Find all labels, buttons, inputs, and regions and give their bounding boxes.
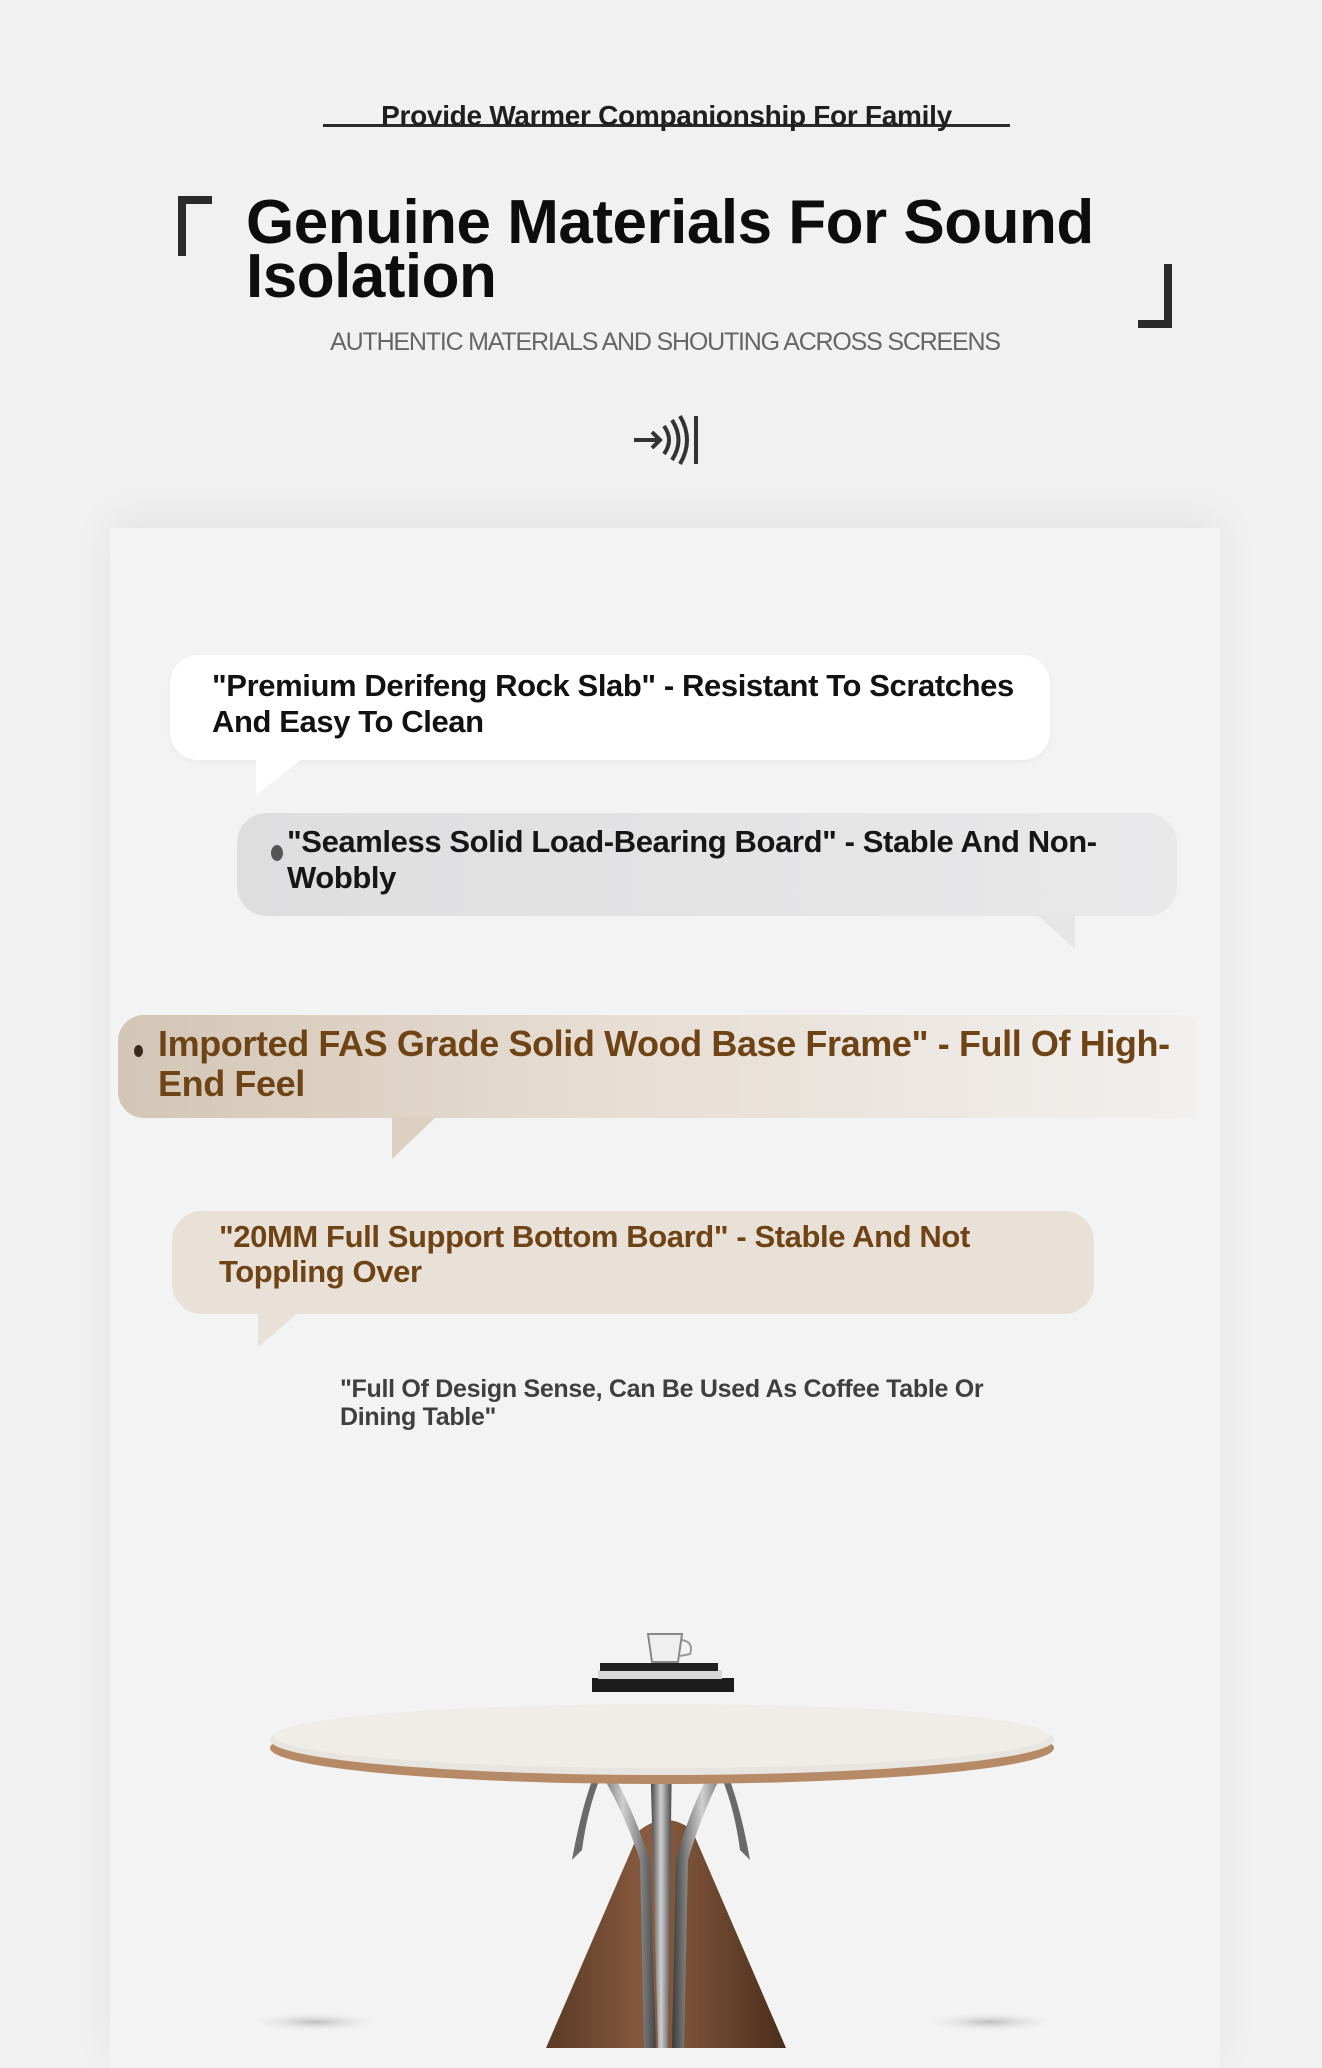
- page-tagline: AUTHENTIC MATERIALS AND SHOUTING ACROSS SCREENS: [330, 328, 1000, 356]
- bubble-tail: [1037, 915, 1075, 949]
- bubble-tail: [392, 1117, 436, 1159]
- feature-bubble-load-bearing-board: [237, 813, 1177, 916]
- bracket-bottom-right-decoration: [1138, 264, 1172, 328]
- page-subtitle: Provide Warmer Companionship For Family: [381, 100, 952, 131]
- bubble-tail: [258, 1313, 298, 1347]
- feature-text: "Seamless Solid Load-Bearing Board" - Stable And Non-Wobbly: [287, 824, 1097, 895]
- feature-bubble-rock-slab: [170, 655, 1050, 760]
- feature-text: "20MM Full Support Bottom Board" - Stable And Not Toppling Over: [219, 1219, 970, 1289]
- round-table-image: [0, 1560, 1322, 2048]
- feature-text: "Premium Derifeng Rock Slab" - Resistant To Scratches And Easy To Clean: [212, 668, 1014, 739]
- bracket-top-left-decoration: [178, 196, 212, 256]
- feature-bubble-wood-base-frame: [118, 1015, 1198, 1118]
- design-note: "Full Of Design Sense, Can Be Used As Coffee Table Or Dining Table": [340, 1375, 984, 1431]
- feature-text: Imported FAS Grade Solid Wood Base Frame" - Full Of High-End Feel: [158, 1023, 1170, 1104]
- sound-waves-arrow-icon: [630, 412, 702, 468]
- quote-mark-decoration: [134, 1045, 143, 1057]
- quote-mark-decoration: [271, 845, 283, 861]
- page-title: Genuine Materials For Sound Isolation: [246, 188, 1094, 311]
- bubble-tail: [256, 759, 302, 795]
- feature-bubble-bottom-board: [172, 1211, 1094, 1314]
